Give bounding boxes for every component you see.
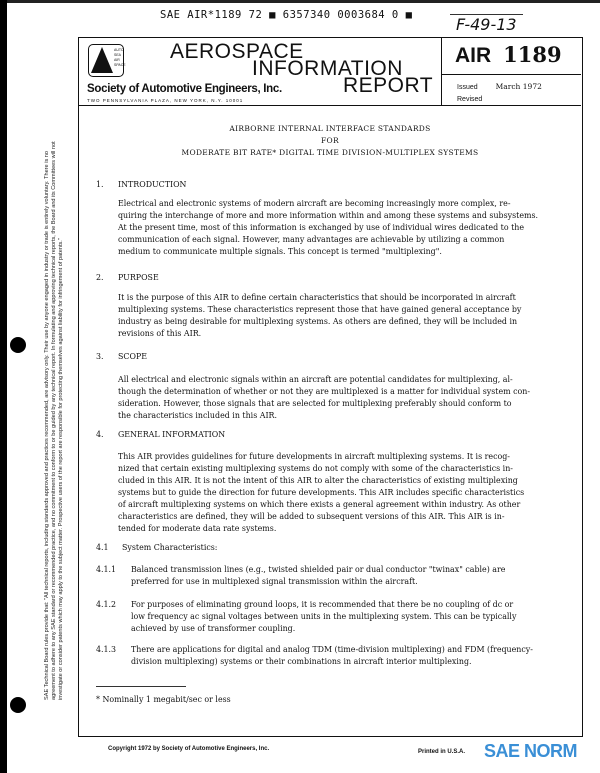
item-line: low frequency ac signal voltages between units in the multiplexing system. This can be typically [131, 612, 517, 621]
issue-info: Issued March 1972 Revised [457, 82, 542, 103]
section-number: 4. [96, 430, 104, 439]
paragraph-line: All electrical and electronic signals within an aircraft are potential candidates for multiplexing, al- [118, 375, 513, 384]
item-line: achieved by use of transformer coupling. [131, 624, 296, 633]
item-number: 4.1.1 [96, 565, 117, 574]
section-number: 3. [96, 352, 104, 361]
punch-hole [10, 697, 26, 713]
paragraph-line: It is the purpose of this AIR to define certain characteristics that should be incorporated in aircraft [118, 293, 516, 302]
copyright: Copyright 1972 by Society of Automotive Engineers, Inc. [108, 746, 270, 752]
paragraph-line: sideration. However, those signals that are selected for multiplexing preferably should conform to [118, 399, 512, 408]
paragraph-line: medium to communicate multiple signals. This concept is termed "multiplexing". [118, 247, 442, 256]
paragraph-line: the characteristics included in this AIR. [118, 411, 278, 420]
paragraph-line: quiring the interchange of more and more information within and among these systems and subsystems. [118, 211, 539, 220]
paragraph-line: characteristics are defined, they will be added to subsequent versions of this AIR. This AIR is in- [118, 512, 505, 521]
paragraph-line: At the present time, most of this information is exchanged by use of individual wires dedicated to the [118, 223, 525, 232]
scan-edge-strip [0, 0, 7, 773]
society-address: TWO PENNSYLVANIA PLAZA, NEW YORK, N.Y. 10001 [87, 98, 244, 103]
paragraph-line: systems but to guide the direction for future developments. This AIR includes specific characteristics [118, 488, 525, 497]
doc-id-panel [441, 38, 581, 105]
paragraph-line: nized that certain existing multiplexing systems do not comply with some of the characteristics in- [118, 464, 513, 473]
section-number: 2. [96, 273, 104, 282]
item-line: division multiplexing) systems or their combinations in aircraft interior multiplexing. [131, 657, 472, 666]
section-heading: INTRODUCTION [118, 180, 187, 189]
item-line: For purposes of eliminating ground loops, it is recommended that there be no coupling of dc or [131, 600, 514, 609]
stamp-code: SAE AIR*1189 72 ■ 6357340 0003684 0 ■ [160, 9, 413, 21]
sae-logo: AUTO SEA AIR SPACE [88, 44, 124, 77]
paragraph-line: communication of each signal. However, many advantages are achievable by utilizing a common [118, 235, 505, 244]
section-number: 1. [96, 180, 104, 189]
section-heading: SCOPE [118, 352, 147, 361]
item-number: 4.1.3 [96, 645, 117, 654]
item-line: There are applications for digital and analog TDM (time-division multiplexing) and FDM (frequency- [131, 645, 533, 654]
paragraph-line: tended for moderate data rate systems. [118, 524, 277, 533]
footnote-rule [96, 686, 186, 687]
report-type-line: INFORMATION [252, 57, 403, 80]
section-heading: GENERAL INFORMATION [118, 430, 226, 439]
paragraph-line: cluded in this AIR. It is not the intent of this AIR to alter the characteristics of existing multiplexing [118, 476, 518, 485]
handwritten-note: F-49-13 [450, 14, 523, 34]
paragraph-line: though the determination of whether or not they are multiplexed is a matter for individual system con- [118, 387, 531, 396]
subsection-number: 4.1 [96, 543, 109, 552]
disclaimer-side-note: SAE Technical Board rules provide that: "All technical reports, including standards approved and practices recommended, are advisory only. Their use by anyone engaged in industry or trade is entirely voluntary. There is no agreement to adhere to any SAE standard or recommended practice, and no commitment to conform to or be guided by any technical report. In formulating and approving technical reports, the Board and its Committees will not investigate or consider patents which may apply to the subject matter. Prospective users of the report are responsible for protecting themselves against liability for infringement of patents." [44, 141, 64, 700]
paragraph-line: revisions of this AIR. [118, 329, 202, 338]
paragraph-line: industry as being desirable for multiplexing systems. As others are defined, they will be included in [118, 317, 518, 326]
subsection-heading: System Characteristics: [122, 543, 218, 552]
punch-hole [10, 337, 26, 353]
item-number: 4.1.2 [96, 600, 117, 609]
header [79, 38, 581, 106]
item-line: Balanced transmission lines (e.g., twisted shielded pair or dual conductor "twinax" cable) are [131, 565, 506, 574]
item-line: preferred for use in multiplexed signal transmission within the aircraft. [131, 577, 418, 586]
paragraph-line: multiplexing systems. These characteristics represent those that have gained general acceptance by [118, 305, 522, 314]
watermark-logo: SAE NORM [484, 741, 578, 761]
paragraph-line: of aircraft multiplexing systems on which there exists a general agreement within industry. As other [118, 500, 521, 509]
footnote: * Nominally 1 megabit/sec or less [96, 695, 231, 704]
printed-in: Printed in U.S.A. [418, 749, 466, 755]
paragraph-line: This AIR provides guidelines for future developments in aircraft multiplexing systems. It is recog- [118, 452, 510, 461]
document-title: AIRBORNE INTERNAL INTERFACE STANDARDS FOR MODERATE BIT RATE* DIGITAL TIME DIVISION-MULTIPLEX SYSTEMS [181, 124, 479, 157]
society-name: Society of Automotive Engineers, Inc. [87, 83, 282, 95]
scan-edge [0, 0, 600, 3]
section-heading: PURPOSE [118, 273, 159, 282]
document-frame [78, 37, 583, 737]
report-type-line: AEROSPACE [170, 40, 304, 63]
paragraph-line: Electrical and electronic systems of modern aircraft are becoming increasingly more complex, re- [118, 199, 511, 208]
report-type-line: REPORT [343, 74, 434, 97]
doc-number: AIR 1189 [442, 38, 581, 75]
